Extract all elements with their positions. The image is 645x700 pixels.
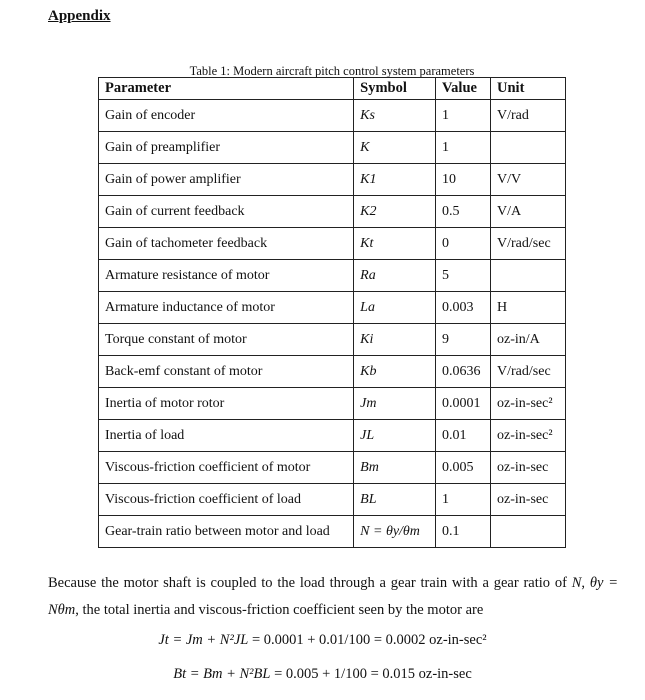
explanation-paragraph [48, 570, 618, 624]
friction-unit: oz-in-sec [418, 666, 472, 682]
cell-value: 0.01 [436, 420, 491, 452]
total-friction-equation [0, 666, 645, 683]
table-row [99, 420, 566, 452]
cell-parameter: Gain of encoder [99, 100, 354, 132]
cell-unit [491, 132, 566, 164]
table-row [99, 260, 566, 292]
cell-parameter: Gear-train ratio between motor and load [99, 516, 354, 548]
cell-symbol: K [354, 132, 436, 164]
paragraph-text-1: Because the motor shaft is coupled to the load through a gear train with a gear ratio of [48, 575, 572, 591]
gear-relation: θy = Nθm [48, 575, 619, 618]
cell-parameter: Back-emf constant of motor [99, 356, 354, 388]
cell-unit: V/rad/sec [491, 228, 566, 260]
cell-parameter: Inertia of motor rotor [99, 388, 354, 420]
friction-lhs: Bt = Bm + N²BL [173, 666, 271, 682]
paragraph-text-2: , [581, 575, 586, 591]
cell-unit: V/A [491, 196, 566, 228]
inertia-rhs: = 0.0001 + 0.01/100 = 0.0002 [251, 632, 426, 648]
table-row [99, 228, 566, 260]
table-body [99, 100, 566, 548]
cell-parameter: Gain of preamplifier [99, 132, 354, 164]
cell-unit [491, 516, 566, 548]
cell-unit: oz-in-sec² [491, 388, 566, 420]
cell-parameter: Torque constant of motor [99, 324, 354, 356]
header-symbol: Symbol [354, 78, 436, 100]
inertia-unit: oz-in-sec² [429, 632, 487, 648]
cell-unit: H [491, 292, 566, 324]
cell-unit: V/rad/sec [491, 356, 566, 388]
cell-value: 10 [436, 164, 491, 196]
cell-symbol: K2 [354, 196, 436, 228]
cell-value: 0.003 [436, 292, 491, 324]
cell-symbol: Ra [354, 260, 436, 292]
cell-value: 0.0636 [436, 356, 491, 388]
cell-symbol: La [354, 292, 436, 324]
table-row [99, 164, 566, 196]
cell-value: 0.5 [436, 196, 491, 228]
table-row [99, 132, 566, 164]
cell-value: 0.1 [436, 516, 491, 548]
cell-symbol: Bm [354, 452, 436, 484]
cell-unit: oz-in/A [491, 324, 566, 356]
cell-parameter: Gain of power amplifier [99, 164, 354, 196]
cell-unit: V/V [491, 164, 566, 196]
cell-value: 1 [436, 100, 491, 132]
cell-symbol: Kt [354, 228, 436, 260]
cell-symbol: BL [354, 484, 436, 516]
table-caption: Table 1: Modern aircraft pitch control system parameters [189, 64, 475, 78]
cell-unit: oz-in-sec² [491, 420, 566, 452]
table-row [99, 196, 566, 228]
cell-unit [491, 260, 566, 292]
table-row [99, 100, 566, 132]
cell-value: 1 [436, 484, 491, 516]
table-row [99, 356, 566, 388]
cell-symbol: Kb [354, 356, 436, 388]
parameters-table [98, 77, 566, 548]
cell-parameter: Gain of tachometer feedback [99, 228, 354, 260]
cell-value: 0.0001 [436, 388, 491, 420]
cell-unit: oz-in-sec [491, 484, 566, 516]
cell-value: 9 [436, 324, 491, 356]
table-header-row [99, 78, 566, 100]
table-row [99, 484, 566, 516]
cell-symbol: Jm [354, 388, 436, 420]
cell-parameter: Gain of current feedback [99, 196, 354, 228]
header-unit: Unit [491, 78, 566, 100]
cell-symbol: K1 [354, 164, 436, 196]
cell-parameter: Viscous-friction coefficient of motor [99, 452, 354, 484]
table-row [99, 292, 566, 324]
total-inertia-equation [0, 632, 645, 649]
cell-parameter: Armature inductance of motor [99, 292, 354, 324]
header-value: Value [436, 78, 491, 100]
cell-symbol: N = θy/θm [354, 516, 436, 548]
appendix-heading: Appendix [48, 8, 111, 24]
cell-symbol: JL [354, 420, 436, 452]
cell-value: 5 [436, 260, 491, 292]
cell-value: 1 [436, 132, 491, 164]
cell-value: 0.005 [436, 452, 491, 484]
cell-parameter: Viscous-friction coefficient of load [99, 484, 354, 516]
cell-unit: V/rad [491, 100, 566, 132]
cell-symbol: Ks [354, 100, 436, 132]
table-row [99, 388, 566, 420]
header-parameter: Parameter [99, 78, 354, 100]
cell-parameter: Armature resistance of motor [99, 260, 354, 292]
cell-symbol: Ki [354, 324, 436, 356]
cell-value: 0 [436, 228, 491, 260]
cell-unit: oz-in-sec [491, 452, 566, 484]
paragraph-text-3: , the total inertia and viscous-friction coefficient seen by the motor are [75, 602, 484, 618]
gear-ratio-variable: N [571, 575, 582, 591]
friction-rhs: = 0.005 + 1/100 = 0.015 [274, 666, 416, 682]
table-row [99, 516, 566, 548]
table-row [99, 452, 566, 484]
inertia-lhs: Jt = Jm + N²JL [158, 632, 249, 648]
table-row [99, 324, 566, 356]
cell-parameter: Inertia of load [99, 420, 354, 452]
